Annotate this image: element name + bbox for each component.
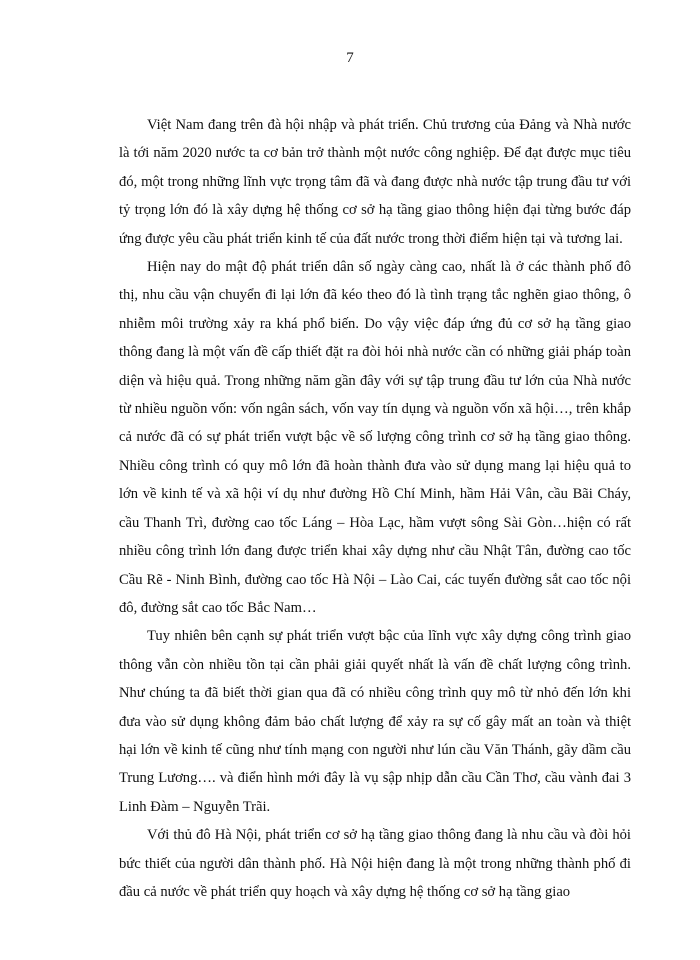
paragraph-4: Với thủ đô Hà Nội, phát triển cơ sở hạ tầng giao thông đang là nhu cầu và đòi hỏi bức thiết của người dân thành phố. Hà Nội hiện đang là một trong những thành phố đi đầu cả nước về phát triển quy hoạch và xây dựng hệ thống cơ sở hạ tầng giao xyxy=(119,827,631,900)
paragraph-2: Hiện nay do mật độ phát triển dân số ngày càng cao, nhất là ở các thành phố đô thị, nhu cầu vận chuyển đi lại lớn đã kéo theo đó là tình trạng tắc nghẽn giao thông, ô nhiễm môi trường xảy ra khá phổ biến. Do vậy việc đáp ứng đủ cơ sở hạ tầng giao thông đang là một vấn đề cấp thiết đặt ra đòi hỏi nhà nước cần có những giải pháp toàn diện và hiệu quả. Trong những năm gần đây với sự tập trung đầu tư lớn của Nhà nước từ nhiều nguồn vốn: vốn ngân sách, vốn vay tín dụng và nguồn vốn xã hội…, trên khắp cả nước đã có sự phát triển vượt bậc về số lượng công trình cơ sở hạ tầng giao thông. Nhiều công trình có quy mô lớn đã hoàn thành đưa vào sử dụng mang lại hiệu quả to lớn về kinh tế và xã hội ví dụ như đường Hồ Chí Minh, hầm Hải Vân, cầu Bãi Cháy, cầu Thanh Trì, đường cao tốc Láng – Hòa Lạc, hầm vượt sông Sài Gòn…hiện có rất nhiều công trình lớn đang được triển khai xây dựng như cầu Nhật Tân, đường cao tốc Cầu Rẽ - Ninh Bình, đường cao tốc Hà Nội – Lào Cai, các tuyến đường sắt cao tốc nội đô, đường sắt cao tốc Bắc Nam… xyxy=(119,259,631,616)
body-text xyxy=(119,111,631,906)
paragraph-3: Tuy nhiên bên cạnh sự phát triển vượt bậc của lĩnh vực xây dựng công trình giao thông vẫn còn nhiều tồn tại cần phải giải quyết nhất là vấn đề chất lượng công trình. Như chúng ta đã biết thời gian qua đã có nhiều công trình quy mô từ nhỏ đến lớn khi đưa vào sử dụng không đảm bảo chất lượng để xảy ra sự cố gây mất an toàn và thiệt hại lớn về kinh tế cũng như tính mạng con người như lún cầu Văn Thánh, gãy dầm cầu Trung Lương…. và điển hình mới đây là vụ sập nhịp dẫn cầu Cần Thơ, cầu vành đai 3 Linh Đàm – Nguyễn Trãi. xyxy=(119,628,631,815)
paragraph-1: Việt Nam đang trên đà hội nhập và phát triển. Chủ trương của Đảng và Nhà nước là tới năm 2020 nước ta cơ bản trở thành một nước công nghiệp. Để đạt được mục tiêu đó, một trong những lĩnh vực trọng tâm đã và đang được nhà nước tập trung đầu tư với tỷ trọng lớn đó là xây dựng hệ thống cơ sở hạ tầng giao thông hiện đại từng bước đáp ứng được yêu cầu phát triển kinh tế của đất nước trong thời điểm hiện tại và tương lai. xyxy=(119,117,631,247)
page-number: 7 xyxy=(346,50,354,66)
